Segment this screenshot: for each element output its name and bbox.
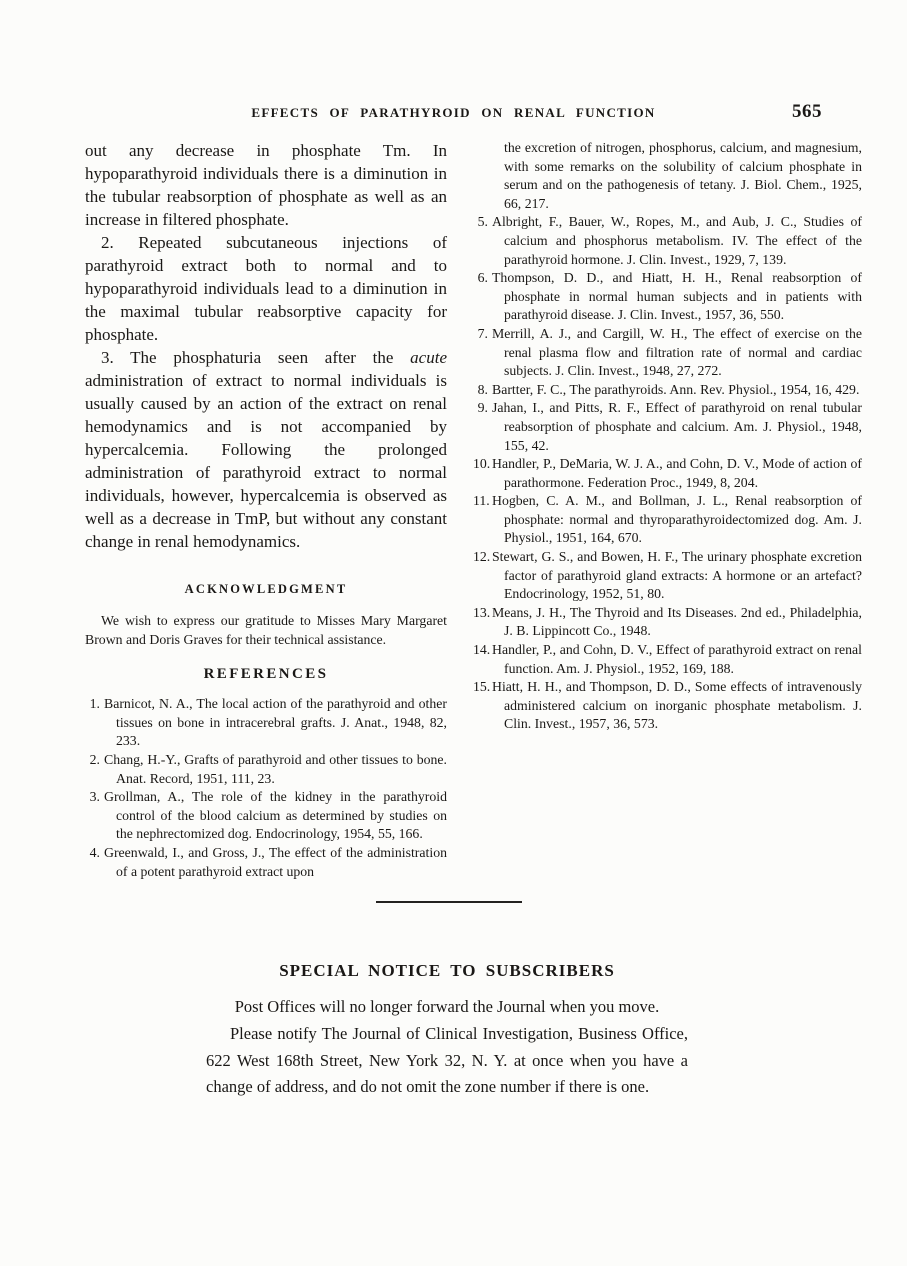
reference-text: Means, J. H., The Thyroid and Its Diseases. 2nd ed., Philadelphia, J. B. Lippincott Co., 1948. — [492, 604, 862, 639]
reference-text: Hogben, C. A. M., and Bollman, J. L., Renal reabsorption of phosphate: normal and thyroparathyroidectomized dog. Am. J. Physiol., 1951, 164, 670. — [492, 493, 862, 546]
reference-text: Grollman, A., The role of the kidney in the parathyroid control of the blood calcium as determined by studies on the nephrectomized dog. Endocrinology, 1954, 55, 166. — [104, 789, 447, 842]
reference-number: 8. — [477, 381, 488, 397]
notice-heading: SPECIAL NOTICE TO SUBSCRIBERS — [279, 961, 615, 980]
reference-item — [85, 751, 447, 788]
reference-text: Albright, F., Bauer, W., Ropes, M., and Aub, J. C., Studies of calcium and phosphorus metabolism. IV. The effect of the parathyroid hormone. J. Clin. Invest., 1929, 7, 139. — [492, 214, 862, 267]
reference-text: Thompson, D. D., and Hiatt, H. H., Renal reabsorption of phosphate in normal human subjects and in patients with parathyroid disease. J. Clin. Invest., 1957, 36, 550. — [492, 270, 862, 323]
reference-number: 9. — [477, 400, 488, 416]
notice-body: Please notify The Journal of Clinical Investigation, Business Office, 622 West 168th Street, New York 32, N. Y. at once when you have a change of address, and do not omit the zone number if there is one. — [206, 1024, 688, 1096]
reference-number: 2. — [89, 751, 100, 767]
reference-continuation: the excretion of nitrogen, phosphorus, calcium, and magnesium, with some remarks on the solubility of calcium phosphate in serum and on the pathogenesis of tetany. J. Biol. Chem., 1925, 66, 217. — [504, 140, 862, 211]
reference-text: Greenwald, I., and Gross, J., The effect of the administration of a potent parathyroid extract upon — [104, 844, 447, 879]
section-divider-rule — [376, 901, 522, 903]
paragraph-conclusion-3: 3. The phosphaturia seen after the acute administration of extract to normal individuals is usually caused by an action of the extract on renal hemodynamics and is not accompanied by hypercalcemia. Following the prolonged administration of parathyroid extract to normal individuals, however, hypercalcemia is observed as well as a decrease in TmP, but without any constant change in renal hemodynamics. — [85, 348, 447, 551]
reference-text: Barnicot, N. A., The local action of the parathyroid and other tissues on bone in intracerebral grafts. J. Anat., 1948, 82, 233. — [104, 696, 447, 749]
reference-item — [473, 455, 862, 492]
reference-text: Chang, H.-Y., Grafts of parathyroid and other tissues to bone. Anat. Record, 1951, 111, 23. — [104, 751, 447, 786]
right-column — [473, 139, 862, 881]
reference-item — [85, 788, 447, 844]
reference-number: 1. — [89, 696, 100, 712]
reference-number: 10. — [473, 456, 491, 472]
running-head — [85, 101, 822, 122]
reference-text: Stewart, G. S., and Bowen, H. F., The urinary phosphate excretion factor of parathyroid gland extracts: A hormone or an artefact? Endocrinology, 1952, 51, 80. — [492, 549, 862, 602]
article-columns — [85, 139, 862, 881]
reference-item — [473, 604, 862, 641]
reference-item — [473, 548, 862, 604]
reference-item — [473, 381, 862, 400]
reference-number: 3. — [89, 789, 100, 805]
paragraph-conclusion-1: out any decrease in phosphate Tm. In hypoparathyroid individuals there is a diminution in the tubular reabsorption of phosphate as well as an increase in filtered phosphate. — [85, 141, 447, 229]
reference-item — [85, 844, 447, 881]
page-number: 565 — [792, 101, 822, 122]
acknowledgment-text: We wish to express our gratitude to Misses Mary Margaret Brown and Doris Graves for their technical assistance. — [85, 613, 447, 647]
reference-text: Merrill, A. J., and Cargill, W. H., The effect of exercise on the renal plasma flow and filtration rate of normal and cardiac subjects. J. Clin. Invest., 1948, 27, 272. — [492, 325, 862, 379]
subscriber-notice — [206, 961, 688, 1101]
paragraph-conclusion-2: 2. Repeated subcutaneous injections of parathyroid extract both to normal and to hypoparathyroid individuals lead to a diminution in the maximal tubular reabsorptive capacity for phosphate. — [85, 233, 447, 344]
notice-line: Post Offices will no longer forward the Journal when you move. — [234, 997, 660, 1016]
reference-item — [473, 678, 862, 734]
reference-number: 5. — [477, 214, 488, 230]
acknowledgment-heading: ACKNOWLEDGMENT — [184, 582, 348, 596]
left-column — [85, 139, 447, 881]
reference-item — [473, 325, 862, 381]
reference-number: 15. — [473, 679, 491, 695]
reference-number: 13. — [473, 604, 491, 620]
reference-text: Handler, P., and Cohn, D. V., Effect of parathyroid extract on renal function. Am. J. Physiol., 1952, 169, 188. — [492, 642, 862, 676]
reference-number: 12. — [473, 549, 491, 565]
reference-item — [85, 695, 447, 751]
reference-item — [473, 269, 862, 325]
reference-number: 14. — [473, 642, 491, 658]
reference-text: Bartter, F. C., The parathyroids. Ann. Rev. Physiol., 1954, 16, 429. — [492, 381, 860, 397]
reference-number: 7. — [477, 325, 488, 341]
reference-item — [473, 213, 862, 269]
references-heading: REFERENCES — [203, 666, 329, 683]
reference-number: 11. — [473, 493, 490, 509]
running-head-title: EFFECTS OF PARATHYROID ON RENAL FUNCTION — [251, 105, 656, 120]
reference-text: Hiatt, H. H., and Thompson, D. D., Some effects of intravenously administered calcium on inorganic phosphate metabolism. J. Clin. Invest., 1957, 36, 573. — [492, 679, 862, 732]
reference-number: 6. — [477, 270, 488, 286]
reference-text: Jahan, I., and Pitts, R. F., Effect of parathyroid on renal tubular reabsorption of phosphate and calcium. Am. J. Physiol., 1948, 155, 42. — [492, 400, 862, 453]
reference-text: Handler, P., DeMaria, W. J. A., and Cohn, D. V., Mode of action of parathormone. Federation Proc., 1949, 8, 204. — [492, 456, 862, 490]
reference-item — [473, 399, 862, 455]
reference-item — [473, 492, 862, 548]
reference-item — [473, 641, 862, 678]
reference-number: 4. — [89, 844, 100, 860]
